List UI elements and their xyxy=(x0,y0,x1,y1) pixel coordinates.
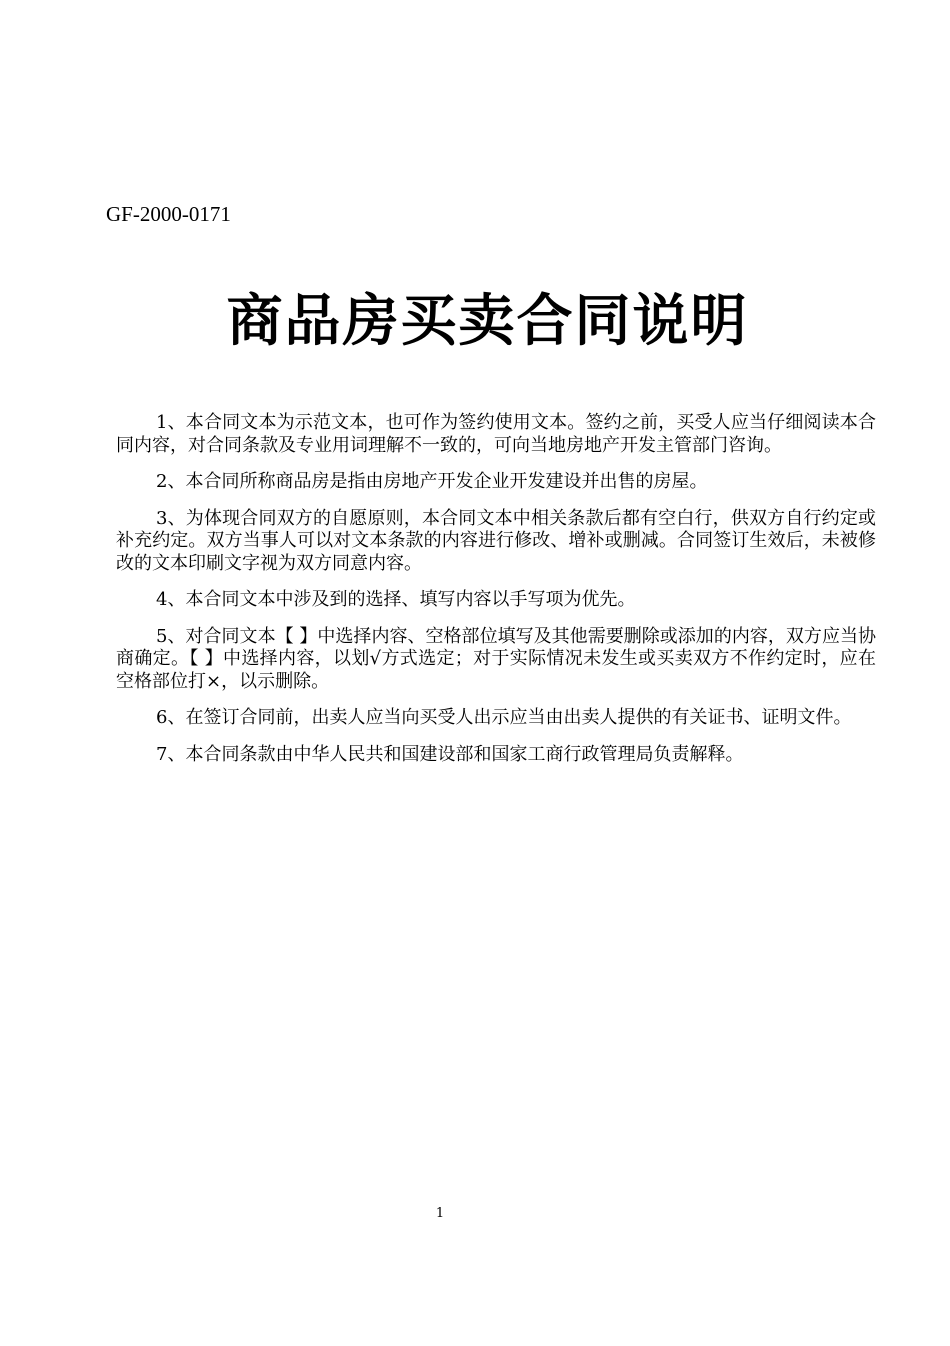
page-number: 1 xyxy=(435,1206,445,1221)
paragraph-2: 2、本合同所称商品房是指由房地产开发企业开发建设并出售的房屋。 xyxy=(156,471,708,492)
paragraph-5: 5、对合同文本【 】中选择内容、空格部位填写及其他需要删除或添加的内容，双方应当协商确定。【 】中选择内容，以划√方式选定；对于实际情况未发生或买卖双方不作约定时，应在空格部位打×，以示删除。 xyxy=(116,625,876,692)
paragraph-7: 7、本合同条款由中华人民共和国建设部和国家工商行政管理局负责解释。 xyxy=(156,743,744,765)
paragraph-6: 6、在签订合同前，出卖人应当向买受人出示应当由出卖人提供的有关证书、证明文件。 xyxy=(156,707,852,728)
paragraph-1: 1、本合同文本为示范文本，也可作为签约使用文本。签约之前，买受人应当仔细阅读本合同内容，对合同条款及专业用词理解不一致的，可向当地房地产开发主管部门咨询。 xyxy=(116,412,876,456)
document-title: 商品房买卖合同说明 xyxy=(226,289,749,354)
paragraph-4: 4、本合同文本中涉及到的选择、填写内容以手写项为优先。 xyxy=(156,589,636,610)
paragraph-3: 3、为体现合同双方的自愿原则，本合同文本中相关条款后都有空白行，供双方自行约定或补充约定。双方当事人可以对文本条款的内容进行修改、增补或删减。合同签订生效后，未被修改的文本印刷文字视为双方同意内容。 xyxy=(116,507,876,574)
document-code: GF-2000-0171 xyxy=(106,202,231,226)
document-body xyxy=(116,412,876,780)
